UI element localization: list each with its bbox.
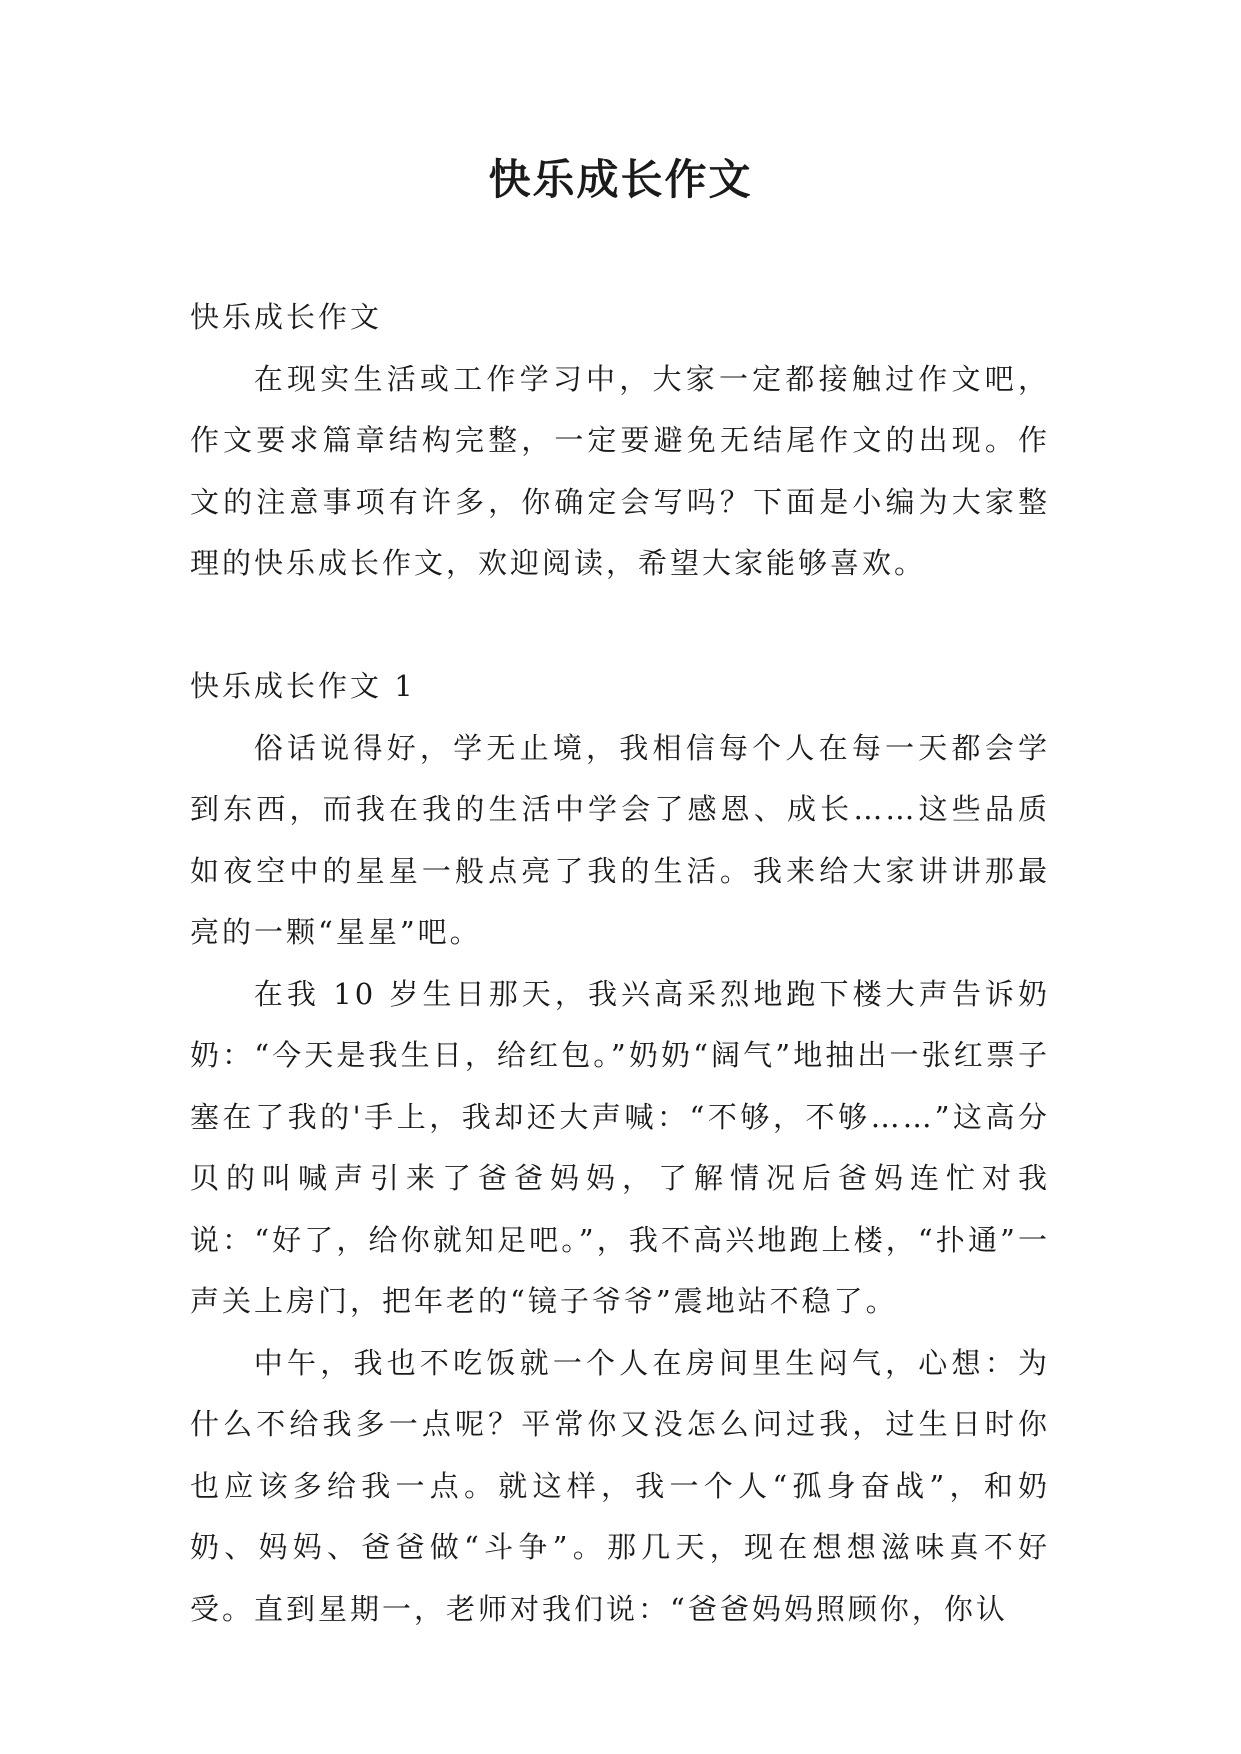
essay-paragraph-1: 俗话说得好，学无止境，我相信每个人在每一天都会学到东西，而我在我的生活中学会了感恩、成长……这些品质如夜空中的星星一般点亮了我的生活。我来给大家讲讲那最亮的一颗“星星”吧。 <box>190 730 1050 949</box>
essay-paragraph-3: 中午，我也不吃饭就一个人在房间里生闷气，心想：为什么不给我多一点呢？平常你又没怎么问过我，过生日时你也应该多给我一点。就这样，我一个人“孤身奋战”，和奶奶、妈妈、爸爸做“斗争”。那几天，现在想想滋味真不好受。直到星期一，老师对我们说：“爸爸妈妈照顾你，你认 <box>190 1345 1050 1626</box>
essay-heading: 快乐成长作文 1 <box>190 669 416 703</box>
document-body <box>190 287 1050 1640</box>
intro-heading: 快乐成长作文 <box>190 300 383 334</box>
intro-paragraph: 在现实生活或工作学习中，大家一定都接触过作文吧，作文要求篇章结构完整，一定要避免无结尾作文的出现。作文的注意事项有许多，你确定会写吗？下面是小编为大家整理的快乐成长作文，欢迎阅读，希望大家能够喜欢。 <box>190 361 1050 580</box>
document-title: 快乐成长作文 <box>488 155 753 204</box>
section-spacer <box>190 595 1050 657</box>
essay-paragraph-2: 在我 10 岁生日那天，我兴高采烈地跑下楼大声告诉奶奶：“今天是我生日，给红包。”奶奶“阔气”地抽出一张红票子塞在了我的'手上，我却还大声喊：“不够，不够……”这高分贝的叫喊声引来了爸爸妈妈，了解情况后爸妈连忙对我说：“好了，给你就知足吧。”，我不高兴地跑上楼，“扑通”一声关上房门，把年老的“镜子爷爷”震地站不稳了。 <box>190 976 1050 1318</box>
